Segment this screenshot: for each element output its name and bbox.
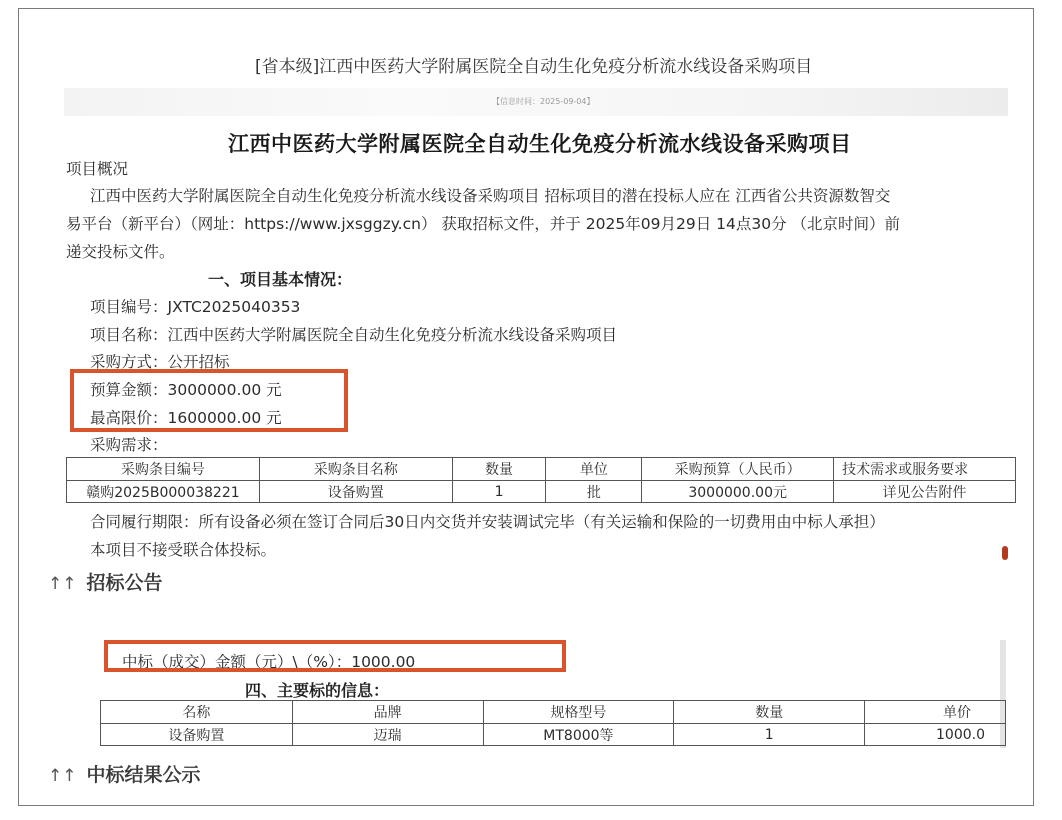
main-title: 江西中医药大学附属医院全自动生化免疫分析流水线设备采购项目 xyxy=(228,132,852,156)
caption-text: 中标结果公示 xyxy=(86,764,201,786)
edge-mark xyxy=(1002,546,1008,560)
purchase-method: 采购方式：公开招标 xyxy=(90,353,230,371)
table-header-cell: 采购条目名称 xyxy=(259,458,452,481)
section1-heading: 一、项目基本情况： xyxy=(208,270,353,289)
caption-award-result xyxy=(48,760,201,787)
table-cell: MT8000等 xyxy=(483,724,674,746)
no-consortium: 本项目不接受联合体投标。 xyxy=(90,541,277,559)
table-row xyxy=(101,724,1006,746)
section4-heading: 四、主要标的信息： xyxy=(245,681,390,700)
contract-period: 合同履行期限：所有设备必须在签订合同后30日内交货并安装调试完毕（有关运输和保险的一切费用由中标人承担） xyxy=(90,513,885,531)
table-header-cell: 数量 xyxy=(674,701,865,724)
table-cell: 批 xyxy=(546,481,642,503)
table-header-cell: 数量 xyxy=(452,458,546,481)
table-header-cell: 采购条目编号 xyxy=(67,458,260,481)
budget-amount: 预算金额：3000000.00 元 xyxy=(90,381,282,399)
project-number: 项目编号：JXTC2025040353 xyxy=(90,298,301,316)
table-cell: 1000.0 xyxy=(865,724,1006,746)
table-cell: 3000000.00元 xyxy=(642,481,834,503)
table-header-cell: 品牌 xyxy=(292,701,483,724)
project-name: 项目名称：江西中医药大学附属医院全自动生化免疫分析流水线设备采购项目 xyxy=(90,326,618,344)
table-cell: 赣购2025B000038221 xyxy=(67,481,260,503)
table-header-cell: 规格型号 xyxy=(483,701,674,724)
budget-highlight-box xyxy=(70,369,348,432)
max-price: 最高限价：1600000.00 元 xyxy=(90,409,282,427)
table-cell: 详见公告附件 xyxy=(834,481,1016,503)
table-header-cell: 采购预算（人民币） xyxy=(642,458,834,481)
demand-table-header xyxy=(67,458,1016,481)
overview-line-3: 递交投标文件。 xyxy=(66,243,175,261)
award-amount: 中标（成交）金额（元）\（%）：1000.00 xyxy=(122,653,416,671)
table-row xyxy=(67,481,1016,503)
demand-label: 采购需求： xyxy=(90,436,168,454)
overview-line-1: 江西中医药大学附属医院全自动生化免疫分析流水线设备采购项目 招标项目的潜在投标人应在 江西省公共资源数智交 xyxy=(90,187,891,205)
table-cell: 设备购置 xyxy=(259,481,452,503)
table-header-cell: 技术需求或服务要求 xyxy=(834,458,1016,481)
overview-heading: 项目概况 xyxy=(66,160,129,178)
caption-tender-notice xyxy=(48,568,163,595)
award-table-header xyxy=(101,701,1006,724)
table-cell: 设备购置 xyxy=(101,724,293,746)
table-header-cell: 名称 xyxy=(101,701,293,724)
overview-line-2: 易平台（新平台）（网址：https://www.jxsggzy.cn） 获取招标文件，并于 2025年09月29日 14点30分 （北京时间）前 xyxy=(66,215,900,233)
award-table xyxy=(100,700,1006,746)
table-cell: 迈瑞 xyxy=(292,724,483,746)
page-top-title: [省本级]江西中医药大学附属医院全自动生化免疫分析流水线设备采购项目 xyxy=(255,57,813,77)
up-arrows-icon: ↑↑ xyxy=(48,766,77,786)
table-header-cell: 单价 xyxy=(865,701,1006,724)
table-header-cell: 单位 xyxy=(546,458,642,481)
table-cell: 1 xyxy=(674,724,865,746)
award-highlight-box xyxy=(104,640,566,672)
date-stamp: 【信息时间：2025-09-04】 xyxy=(492,97,595,106)
date-band xyxy=(64,88,1008,116)
up-arrows-icon: ↑↑ xyxy=(48,574,77,594)
table-cell: 1 xyxy=(452,481,546,503)
caption-text: 招标公告 xyxy=(86,572,163,594)
demand-table xyxy=(66,457,1016,503)
